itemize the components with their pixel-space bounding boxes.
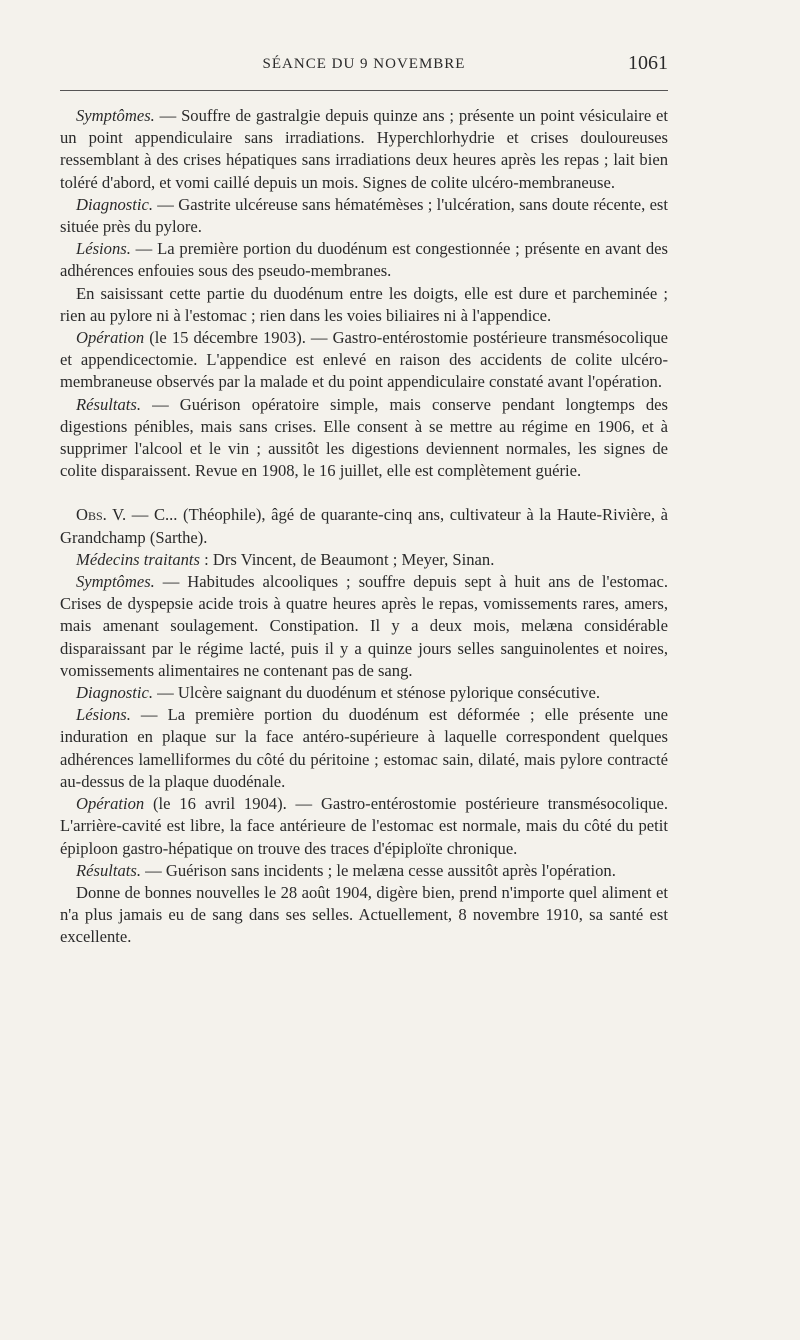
body-text [60,105,668,949]
paragraph [60,327,668,394]
paragraph-text: — Ulcère saignant du duodénum et sténose pylorique consécutive. [152,683,600,703]
paragraph-text: — Gastrite ulcéreuse sans hématémèses ; l'ulcération, sans doute récente, est située près du pylore. [60,194,668,237]
paragraph-label: Lésions. [76,239,131,259]
paragraph [60,571,668,682]
paragraph [60,682,668,704]
paragraph-text: (le 16 avril 1904). — Gastro-entérostomie postérieure transmésocolique. L'arrière-cavité est libre, la face antérieure de l'estomac est normale, mais du côté du petit épiploon gastro-hépatique on trouve des traces d'épiploïte chronique. [60,794,668,858]
paragraph-text: — Souffre de gastralgie depuis quinze ans ; présente un point vésiculaire et un point appendiculaire sans irradiations. Hyperchlorhydrie et crises douloureuses ressemblant à des crises hépatiques sans irradiations deux heures après les repas ; lait bien toléré d'abord, et vomi caillé depuis un mois. Signes de colite ulcéro-membraneuse. [60,106,668,192]
paragraph-label: Symptômes. [76,572,155,592]
paragraph [60,194,668,238]
running-title: SÉANCE DU 9 NOVEMBRE [262,56,466,72]
paragraph [60,882,668,949]
paragraph-text: (le 15 décembre 1903). — Gastro-entérostomie postérieure transmésocolique et appendicectomie. L'appendice est enlevé en raison des accidents de colite ulcéro-membraneuse observés par la malade et du point appendiculaire constaté avant l'opération. [60,328,668,392]
paragraph-label: Opération [76,794,145,814]
paragraph-text: — Habitudes alcooliques ; souffre depuis sept à huit ans de l'estomac. Crises de dyspepsie acide trois à quatre heures après le repas, vomissements rares, amers, mais amenant soulagement. Constipation. Il y a deux mois, melæna considérable disparaissant par le régime lacté, puis il y a quinze jours selles sanguinolentes et noires, vomissements alimentaires ne contenant pas de sang. [60,572,668,680]
paragraph [60,394,668,483]
paragraph-text: En saisissant cette partie du duodénum entre les doigts, elle est dure et parcheminée ; rien au pylore ni à l'estomac ; rien dans les voies biliaires ni à l'appendice. [60,283,668,325]
paragraph [60,238,668,282]
paragraph-text: — Guérison sans incidents ; le melæna cesse aussitôt après l'opération. [141,860,616,880]
paragraph [60,105,668,194]
paragraph-label: Résultats. [76,860,141,880]
paragraph-text: — C... (Théophile), âgé de quarante-cinq ans, cultivateur à la Haute-Rivière, à Grandchamp (Sarthe). [60,505,668,547]
paragraph-text: Donne de bonnes nouvelles le 28 août 1904, digère bien, prend n'importe quel aliment et n'a plus jamais eu de sang dans ses selles. Actuellement, 8 novembre 1910, sa santé est excellente. [60,882,668,947]
observation-heading-paragraph [60,504,668,548]
paragraph-text: : Drs Vincent, de Beaumont ; Meyer, Sinan. [199,549,495,569]
paragraph-text: — La première portion du duodénum est déformée ; elle présente une induration en plaque sur la face antéro-supérieure à laquelle correspondent quelques adhérences lamelliformes du côté du péritoine ; estomac sain, dilaté, mais pylore contracté au-dessus de la plaque duodénale. [60,705,668,791]
paragraph-text: — La première portion du duodénum est congestionnée ; présente en avant des adhérences enfouies sous des pseudo-membranes. [60,239,668,281]
paragraph [60,549,668,571]
paragraph-label: Diagnostic. [76,194,153,214]
paragraph-label: Médecins traitants [76,549,200,569]
page-number: 1061 [628,52,668,74]
document-page [60,50,668,949]
paragraph [60,793,668,860]
running-header [60,50,668,84]
paragraph-label: Résultats. [76,394,141,414]
paragraph-label: Opération [76,328,145,348]
paragraph-text: — Guérison opératoire simple, mais conserve pendant longtemps des digestions pénibles, mais sans crises. Elle consent à se mettre au régime en 1906, et à supprimer l'alcool et le vin ; aussitôt les digestions deviennent normales, les signes de colite disparaissent. Revue en 1908, le 16 juillet, elle est complètement guérie. [60,394,668,481]
paragraph [60,283,668,327]
paragraph-label: Symptômes. [76,106,155,125]
observation-label: Obs. V. [76,505,127,525]
paragraph [60,860,668,882]
paragraph [60,704,668,793]
paragraph-label: Lésions. [76,705,131,725]
header-rule [60,90,668,91]
paragraph-label: Diagnostic. [76,683,153,703]
